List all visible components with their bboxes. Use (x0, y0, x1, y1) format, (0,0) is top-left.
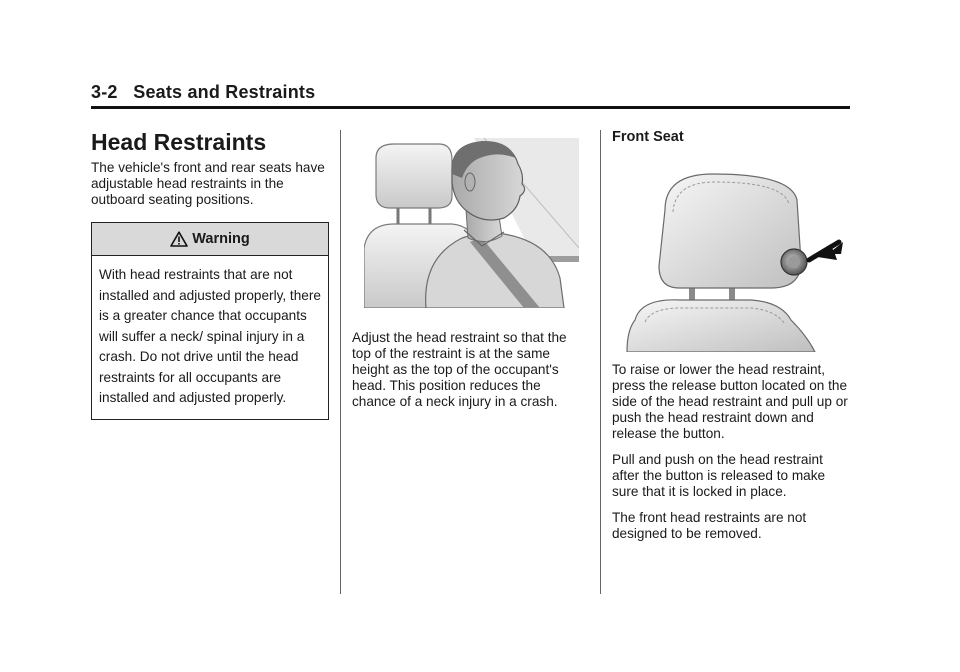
warning-text: With head restraints that are not installed and adjusted properly, there is a greater chance that occupants will suffer a neck/ spinal injury in a crash. Do not drive until the head restraints for all occupants are installed and adjusted properly. (99, 267, 321, 405)
paragraph: Pull and push on the head restraint after the button is released to make sure that it is locked in place. (612, 452, 826, 499)
column-divider (340, 130, 341, 594)
page-header (91, 82, 850, 109)
section-number: 3-2 (91, 82, 118, 102)
column-divider (600, 130, 601, 594)
section-title: Seats and Restraints (133, 82, 316, 102)
header-text (91, 82, 315, 103)
front-head-restraint-release-button-illustration (621, 170, 843, 352)
occupant-head-restraint-illustration (364, 138, 579, 308)
column-2 (352, 128, 588, 410)
paragraph: To raise or lower the head restraint, press the release button located on the side of the head restraint and pull up or push the head restraint down and release the button. (612, 362, 848, 441)
warning-triangle-icon (170, 231, 188, 247)
front-seat-heading: Front Seat (612, 129, 684, 145)
figure-caption: Adjust the head restraint so that the top of the restraint is at the same height as the top of the occupant's head. This position reduces the chance of a neck injury in a crash. (352, 330, 567, 409)
warning-label: Warning (192, 231, 250, 247)
page-heading: Head Restraints (91, 129, 267, 155)
warning-box (91, 222, 329, 420)
intro-paragraph: The vehicle's front and rear seats have adjustable head restraints in the outboard seating positions. (91, 160, 325, 207)
paragraph: The front head restraints are not designed to be removed. (612, 510, 807, 541)
column-3 (612, 128, 852, 542)
warning-header (92, 223, 328, 256)
column-1 (91, 128, 329, 420)
